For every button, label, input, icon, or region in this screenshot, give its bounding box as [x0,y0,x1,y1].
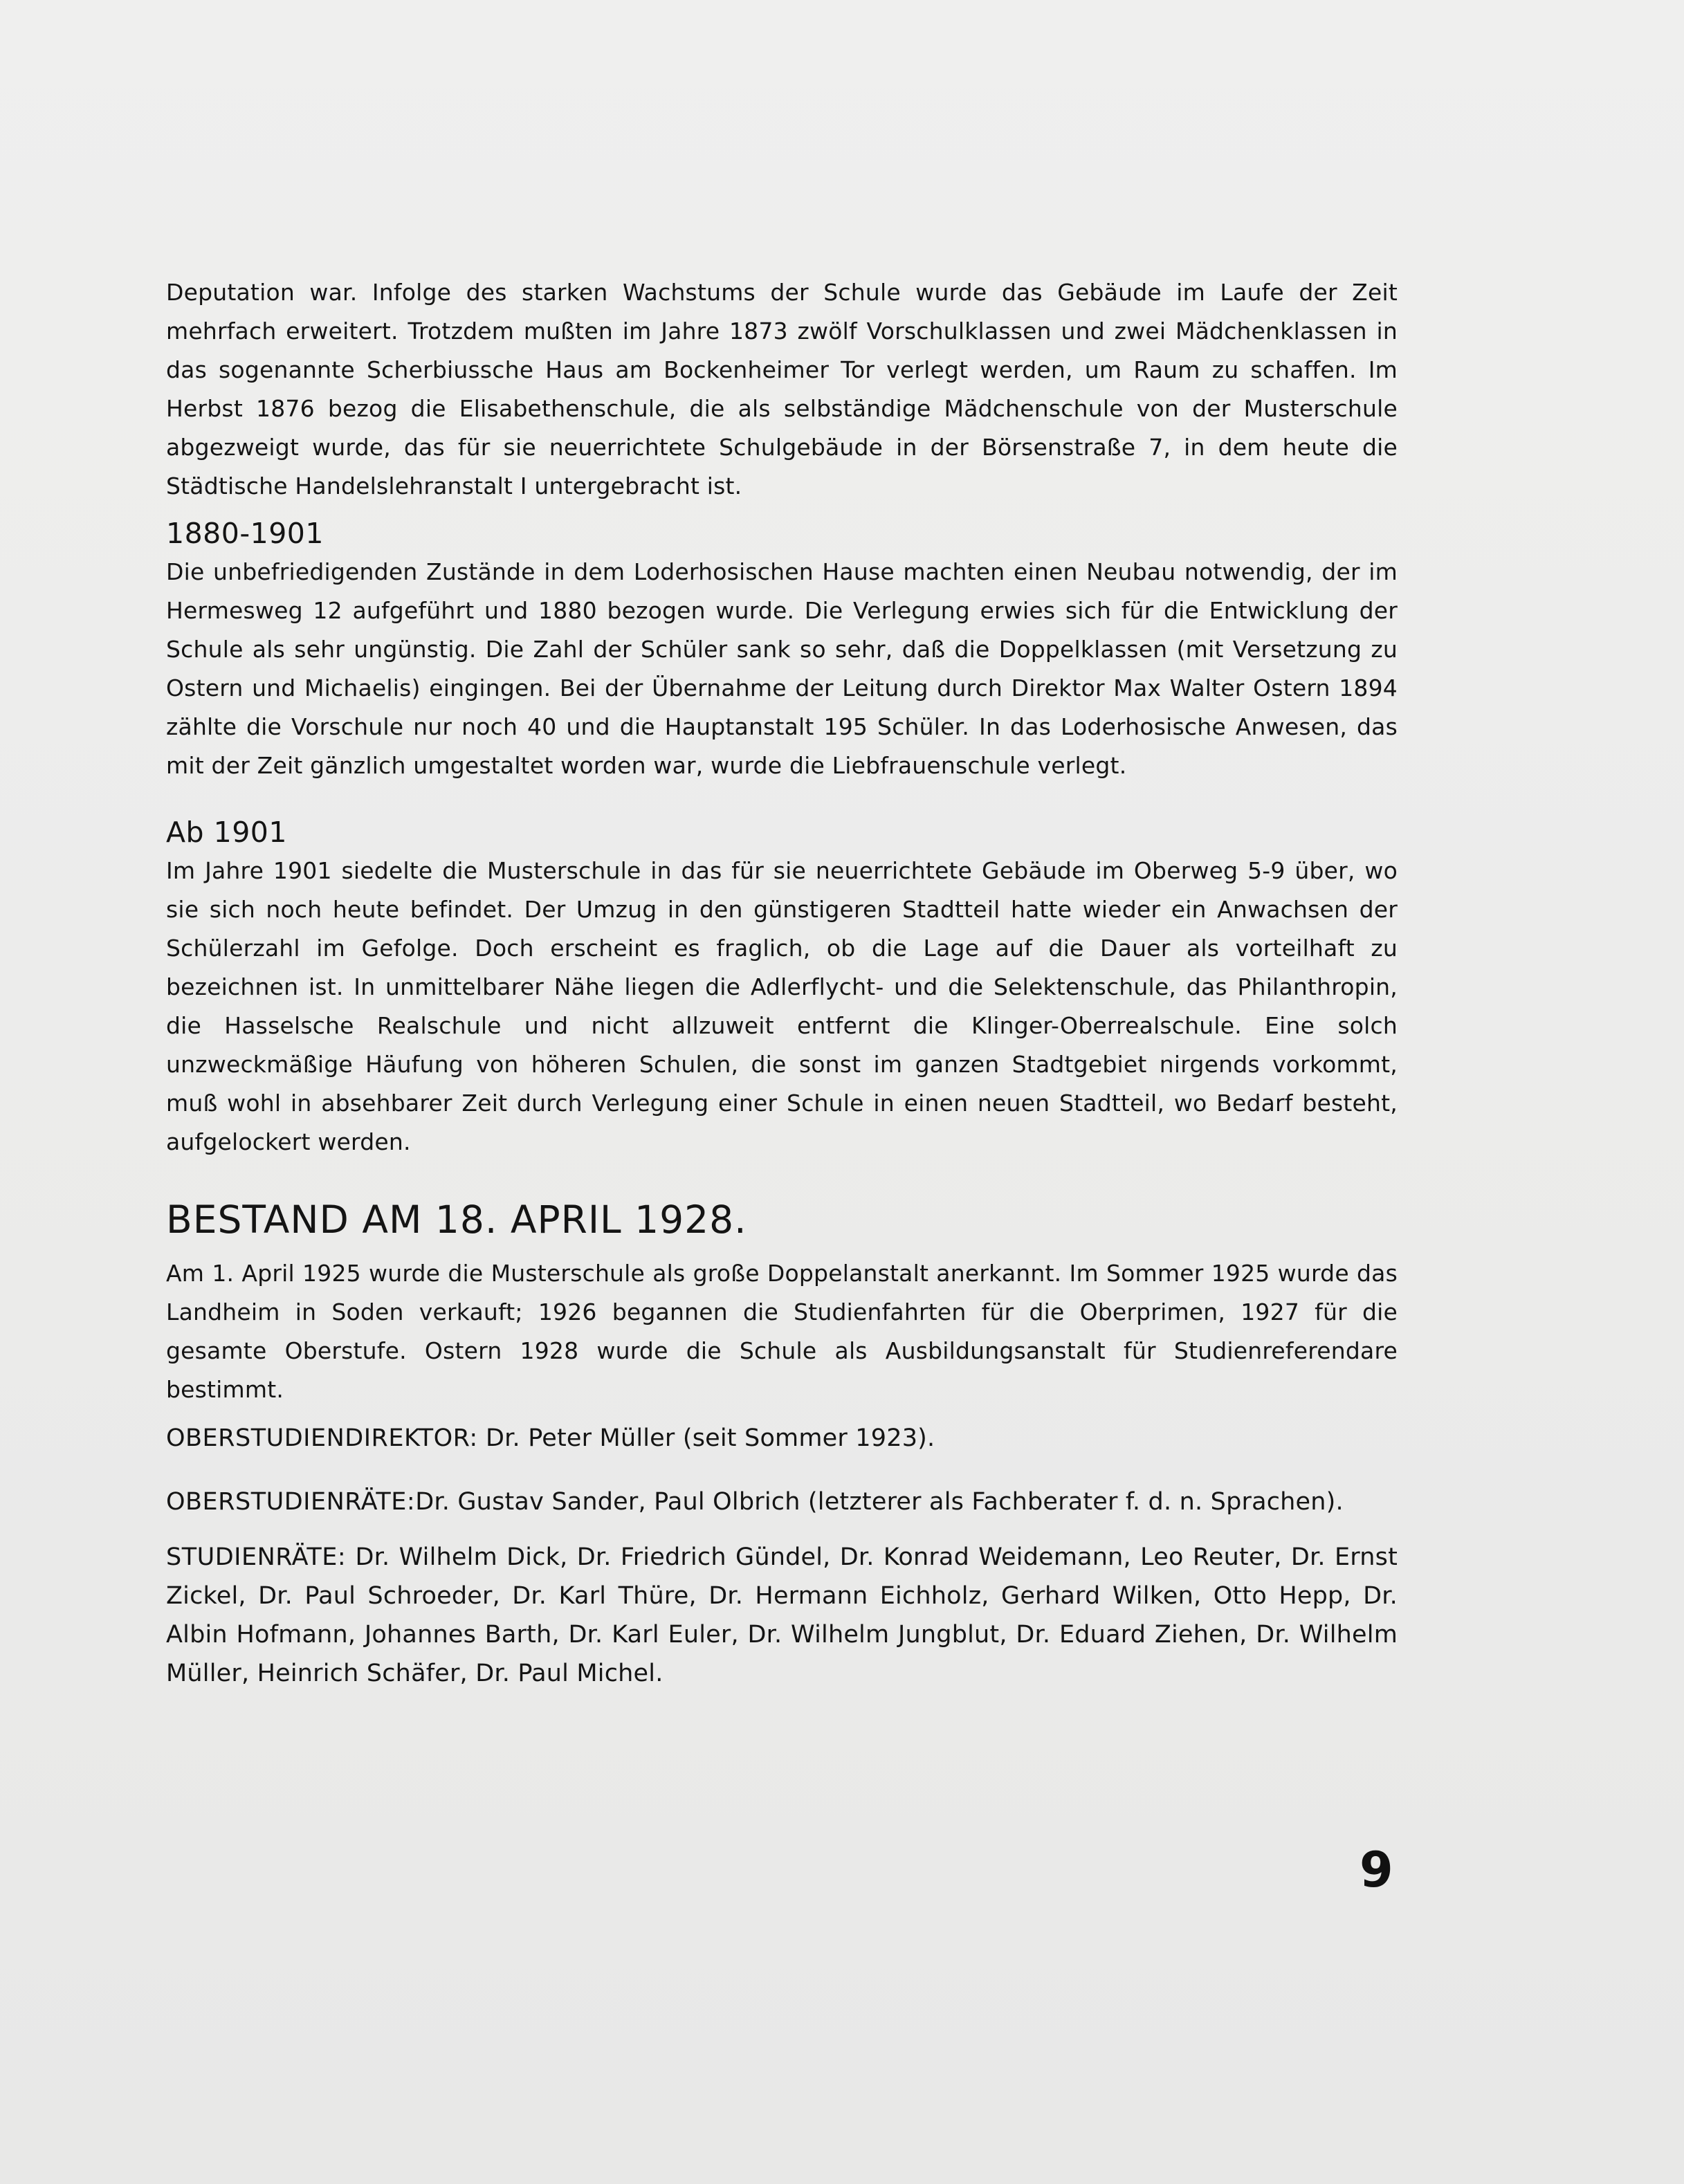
studienraete-names: Dr. Wilhelm Dick, Dr. Friedrich Gündel, Dr. Konrad Weidemann, Leo Reuter, Dr. Ernst Zickel, Dr. Paul Schroeder, Dr. Karl Thüre, Dr. Hermann Eichholz, Gerhard Wilken, Otto Hepp, Dr. Albin Hofmann, Johannes Barth, Dr. Karl Euler, Dr. Wilhelm Jungblut, Dr. Eduard Ziehen, Dr. Wilhelm Müller, Heinrich Schäfer, Dr. Paul Michel. [166,1543,1398,1687]
oberstudienraete-names: Dr. Gustav Sander, Paul Olbrich (letzterer als Fachberater f. d. n. Sprachen). [415,1488,1344,1516]
section-heading-ab-1901: Ab 1901 [166,816,287,849]
page-number: 9 [1360,1842,1393,1898]
bestand-text: Am 1. April 1925 wurde die Musterschule als große Doppelanstalt anerkannt. Im Sommer 1925 wurde das Landheim in Soden verkauft; 1926 begannen die Studienfahrten für die Oberprimen, 1927 für die gesamte Oberstufe. Ostern 1928 wurde die Schule als Ausbildungsanstalt für Studienreferendare bestimmt. [166,1260,1398,1403]
section-text-1880-1901: Die unbefriedigenden Zustände in dem Loderhosischen Hause machten einen Neubau notwendig, der im Hermesweg 12 aufgeführt und 1880 bezogen wurde. Die Verlegung erwies sich für die Entwicklung der Schule als sehr ungünstig. Die Zahl der Schüler sank so sehr, daß die Doppelklassen (mit Versetzung zu Ostern und Michaelis) eingingen. Bei der Übernahme der Leitung durch Direktor Max Walter Ostern 1894 zählte die Vorschule nur noch 40 und die Hauptanstalt 195 Schüler. In das Loderhosische Anwesen, das mit der Zeit gänzlich umgestaltet worden war, wurde die Liebfrauenschule verlegt. [166,558,1398,779]
intro-paragraph: Deputation war. Infolge des starken Wachstums der Schule wurde das Gebäude im Laufe der Zeit mehrfach erweitert. Trotzdem mußten im Jahre 1873 zwölf Vorschulklassen und zwei Mädchenklassen in das sogenannte Scherbiussche Haus am Bockenheimer Tor verlegt werden, um Raum zu schaffen. Im Herbst 1876 bezog die Elisabethenschule, die als selbständige Mädchenschule von der Musterschule abgezweigt wurde, das für sie neuerrichtete Schulgebäude in der Börsenstraße 7, in dem heute die Städtische Handelslehranstalt I untergebracht ist. [166,279,1398,499]
studienraete-line [166,1538,1398,1693]
director-line [166,1419,1398,1458]
director-names: Dr. Peter Müller (seit Sommer 1923). [486,1424,935,1452]
page-content [166,273,1398,1693]
section-heading-1880-1901: 1880-1901 [166,517,324,550]
director-label: OBERSTUDIENDIREKTOR: [166,1424,478,1452]
bestand-heading: BESTAND AM 18. APRIL 1928. [166,1197,747,1242]
studienraete-label: STUDIENRÄTE: [166,1543,347,1571]
oberstudienraete-label: OBERSTUDIENRÄTE: [166,1488,416,1516]
oberstudienraete-line [166,1483,1398,1521]
section-text-ab-1901: Im Jahre 1901 siedelte die Musterschule in das für sie neuerrichtete Gebäude im Oberweg 5-9 über, wo sie sich noch heute befindet. Der Umzug in den günstigeren Stadtteil hatte wieder ein Anwachsen der Schülerzahl im Gefolge. Doch erscheint es fraglich, ob die Lage auf die Dauer als vorteilhaft zu bezeichnen ist. In unmittelbarer Nähe liegen die Adlerflycht- und die Selektenschule, das Philanthropin, die Hasselsche Realschule und nicht allzuweit entfernt die Klinger-Oberrealschule. Eine solch unzweckmäßige Häufung von höheren Schulen, die sonst im ganzen Stadtgebiet nirgends vorkommt, muß wohl in absehbarer Zeit durch Verlegung einer Schule in einen neuen Stadtteil, wo Bedarf besteht, aufgelockert werden. [166,857,1398,1155]
